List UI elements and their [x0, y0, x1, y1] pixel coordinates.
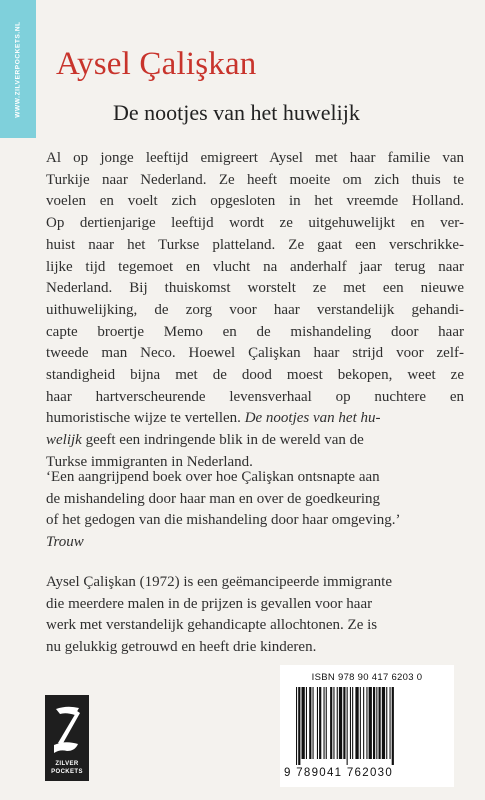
summary-line: tweede man Neco. Hoewel Çalişkan haar strijd voor zelf- — [46, 345, 464, 362]
summary-line: welijk geeft een indringende blik in de wereld van de — [46, 432, 364, 449]
barcode-bar — [369, 687, 372, 759]
barcode-bar — [333, 687, 334, 759]
barcode-icon — [296, 687, 438, 765]
summary-line: Al op jonge leeftijd emigreert Aysel met haar familie van — [46, 150, 464, 166]
barcode-bar — [296, 687, 297, 765]
summary-line: haar hartverscheurende levensverhaal op nuchtere en — [46, 388, 464, 405]
zilver-z-logo-icon — [45, 699, 89, 759]
summary-line: Turkije naar Nederland. Ze heeft moeite om zich thuis te — [46, 171, 464, 188]
bio-line: werk met verstandelijk gehandicapte allochtonen. Ze is — [46, 617, 378, 634]
summary-line: voelen en voelt zich opgesloten in het vreemde Holland. — [46, 193, 464, 210]
logo-word-zilver: ZILVER — [55, 761, 79, 767]
quote-source: Trouw — [46, 534, 84, 551]
barcode-bar — [373, 687, 375, 759]
barcode-bar — [390, 687, 391, 759]
barcode-bar — [392, 687, 394, 765]
barcode-bar — [298, 687, 300, 765]
title-reference: De nootjes van het hu- — [244, 410, 381, 427]
logo-word-pockets: POCKETS — [51, 769, 83, 775]
review-quote — [46, 467, 464, 554]
summary-line: huist naar het Turkse platteland. Ze gaat een verschrikke- — [46, 236, 464, 253]
bio-line: nu gelukkig getrouwd en heeft drie kinderen. — [46, 639, 317, 656]
summary-line: humoristische wijze te vertellen. De nootjes van het hu- — [46, 410, 381, 427]
barcode-bar — [350, 687, 351, 759]
barcode-bar — [337, 687, 338, 759]
barcode-bar — [319, 687, 321, 759]
barcode-bar — [363, 687, 364, 759]
barcode-bar — [317, 687, 318, 759]
author-name: Aysel Çalişkan — [56, 46, 257, 82]
summary-line: uithuwelijking, de zorg voor haar verstandelijk gehandi- — [46, 301, 464, 318]
barcode-bar — [324, 687, 325, 759]
barcode-bar — [313, 687, 314, 759]
barcode-panel — [280, 665, 454, 787]
quote-line: de mishandeling door haar man en over de goedkeuring — [46, 490, 381, 507]
barcode-bar — [330, 687, 332, 759]
book-title: De nootjes van het huwelijk — [113, 100, 360, 125]
summary-paragraph — [46, 148, 464, 474]
barcode-bar — [339, 687, 342, 759]
barcode-bar — [376, 687, 377, 759]
bio-line: die meerdere malen in de prijzen is gevallen voor haar — [46, 595, 373, 612]
title-reference: welijk — [46, 432, 82, 449]
quote-line: ‘Een aangrijpend boek over hoe Çalişkan ontsnapte aan — [46, 469, 380, 485]
barcode-bar — [382, 687, 385, 759]
quote-line: of het gedogen van die mishandeling door haar omgeving.’ — [46, 512, 401, 529]
bio-line: Aysel Çalişkan (1972) is een geëmancipeerde immigrante — [46, 574, 393, 590]
barcode-bar — [306, 687, 307, 759]
barcode-bar — [379, 687, 381, 759]
isbn-number: ISBN 978 90 417 6203 0 — [311, 672, 423, 683]
publisher-logo — [45, 695, 89, 781]
ean-number: 9 789041 762030 — [284, 767, 394, 779]
summary-line: Nederland. Bij thuiskomst worstelt ze met een nieuwe — [46, 280, 464, 297]
barcode-bar — [309, 687, 311, 759]
author-bio — [46, 572, 464, 659]
summary-line: standigheid bijna met de dood moest bekopen, weet ze — [46, 367, 464, 384]
barcode-bar — [366, 687, 367, 759]
summary-line: Op dertienjarige leeftijd wordt ze uitgehuwelijkt en ver- — [46, 215, 464, 232]
barcode-bar — [386, 687, 387, 759]
barcode-bar — [360, 687, 361, 759]
barcode-bar — [347, 687, 348, 765]
barcode-bar — [326, 687, 327, 759]
barcode-bar — [352, 687, 353, 759]
summary-line: Turkse immigranten in Nederland. — [46, 453, 253, 470]
barcode-bar — [343, 687, 345, 759]
barcode-bar — [355, 687, 358, 759]
summary-line: lijke tijd tegemoet en vlucht na anderhalf jaar terug naar — [46, 258, 464, 275]
summary-line: capte broertje Memo en de mishandeling door haar — [46, 323, 464, 340]
spine-label: WWW.ZILVERPOCKETS.NL — [14, 20, 22, 118]
barcode-bar — [302, 687, 305, 759]
